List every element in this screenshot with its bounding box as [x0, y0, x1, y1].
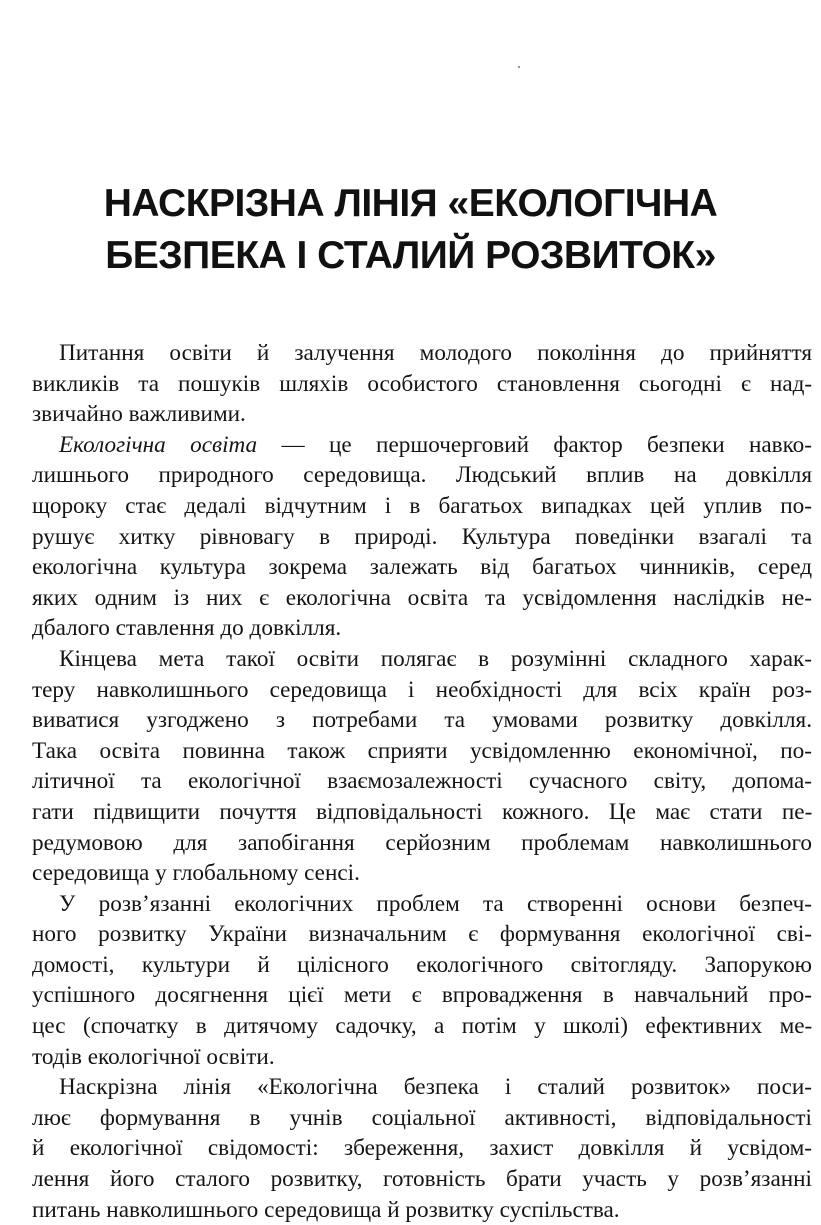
text-line: успішного досягнення цієї мети є впровадження в навчальний про- — [32, 982, 812, 1009]
text-line: редумовою для запобігання серйозним проблемам навколишнього — [32, 829, 812, 856]
chapter-title — [40, 178, 781, 282]
text-line: виватися узгоджено з потребами та умовами розвитку довкілля. — [32, 707, 812, 734]
text-line: середовища у глобальному сенсі. — [32, 860, 360, 887]
term-ecological-education: Екологічна освіта — [59, 431, 258, 458]
text-line: Кінцева мета такої освіти полягає в розумінні складного харак- — [59, 645, 812, 672]
text-line: ного розвитку України визначальним є формування екологічної сві- — [32, 921, 812, 948]
chapter-title-line-2: БЕЗПЕКА І СТАЛИЙ РОЗВИТОК» — [105, 234, 716, 277]
chapter-title-line-1: НАСКРІЗНА ЛІНІЯ «ЕКОЛОГІЧНА — [103, 182, 718, 225]
text-line: рушує хитку рівновагу в природі. Культура поведінки взагалі та — [32, 523, 812, 550]
text-line: домості, культури й цілісного екологічного світогляду. Запорукою — [32, 951, 812, 978]
text-line: теру навколишнього середовища і необхідності для всіх країн роз- — [32, 676, 812, 703]
body-text — [32, 338, 812, 1225]
print-speck — [518, 66, 520, 68]
text-line: яких одним із них є екологічна освіта та усвідомлення наслідків не- — [32, 584, 812, 611]
text-line: звичайно важливими. — [32, 401, 246, 428]
text-fragment: — це першочерговий фактор безпеки навко- — [257, 431, 812, 458]
text-line: Наскрізна лінія «Екологічна безпека і сталий розвиток» поси- — [59, 1074, 812, 1101]
text-line: й екологічної свідомості: збереження, захист довкілля й усвідом- — [32, 1135, 812, 1162]
paragraph-3 — [32, 644, 812, 889]
text-line: дбалого ставлення до довкілля. — [32, 615, 342, 642]
text-line: лення його сталого розвитку, готовність брати участь у розв’язанні — [32, 1166, 812, 1193]
text-line: лишнього природного середовища. Людський вплив на довкілля — [32, 462, 812, 489]
text-line: тодів екологічної освіти. — [32, 1043, 275, 1070]
text-line: літичної та екологічної взаємозалежності сучасного світу, допома- — [32, 768, 812, 795]
text-line: викликів та пошуків шляхів особистого становлення сьогодні є над- — [32, 370, 813, 397]
text-line: гати підвищити почуття відповідальності кожного. Це має стати пе- — [32, 798, 813, 825]
text-line — [32, 430, 812, 461]
text-line: У розв’язанні екологічних проблем та створенні основи безпеч- — [59, 890, 812, 917]
text-line: Така освіта повинна також сприяти усвідомленню економічної, по- — [32, 737, 812, 764]
text-line: питань навколишнього середовища й розвитку суспільства. — [32, 1196, 620, 1223]
paragraph-5 — [32, 1072, 812, 1225]
text-line: щороку стає дедалі відчутним і в багатьох випадках цей уплив по- — [32, 492, 812, 519]
text-line: цес (спочатку в дитячому садочку, а потім у школі) ефективних ме- — [32, 1013, 813, 1040]
text-line: Питання освіти й залучення молодого покоління до прийняття — [59, 340, 812, 366]
text-line: екологічна культура зокрема залежать від багатьох чинників, серед — [32, 554, 812, 581]
paragraph-2 — [32, 430, 812, 644]
text-line: лює формування в учнів соціальної активності, відповідальності — [32, 1104, 812, 1131]
paragraph-4 — [32, 889, 812, 1073]
paragraph-1 — [32, 338, 812, 430]
